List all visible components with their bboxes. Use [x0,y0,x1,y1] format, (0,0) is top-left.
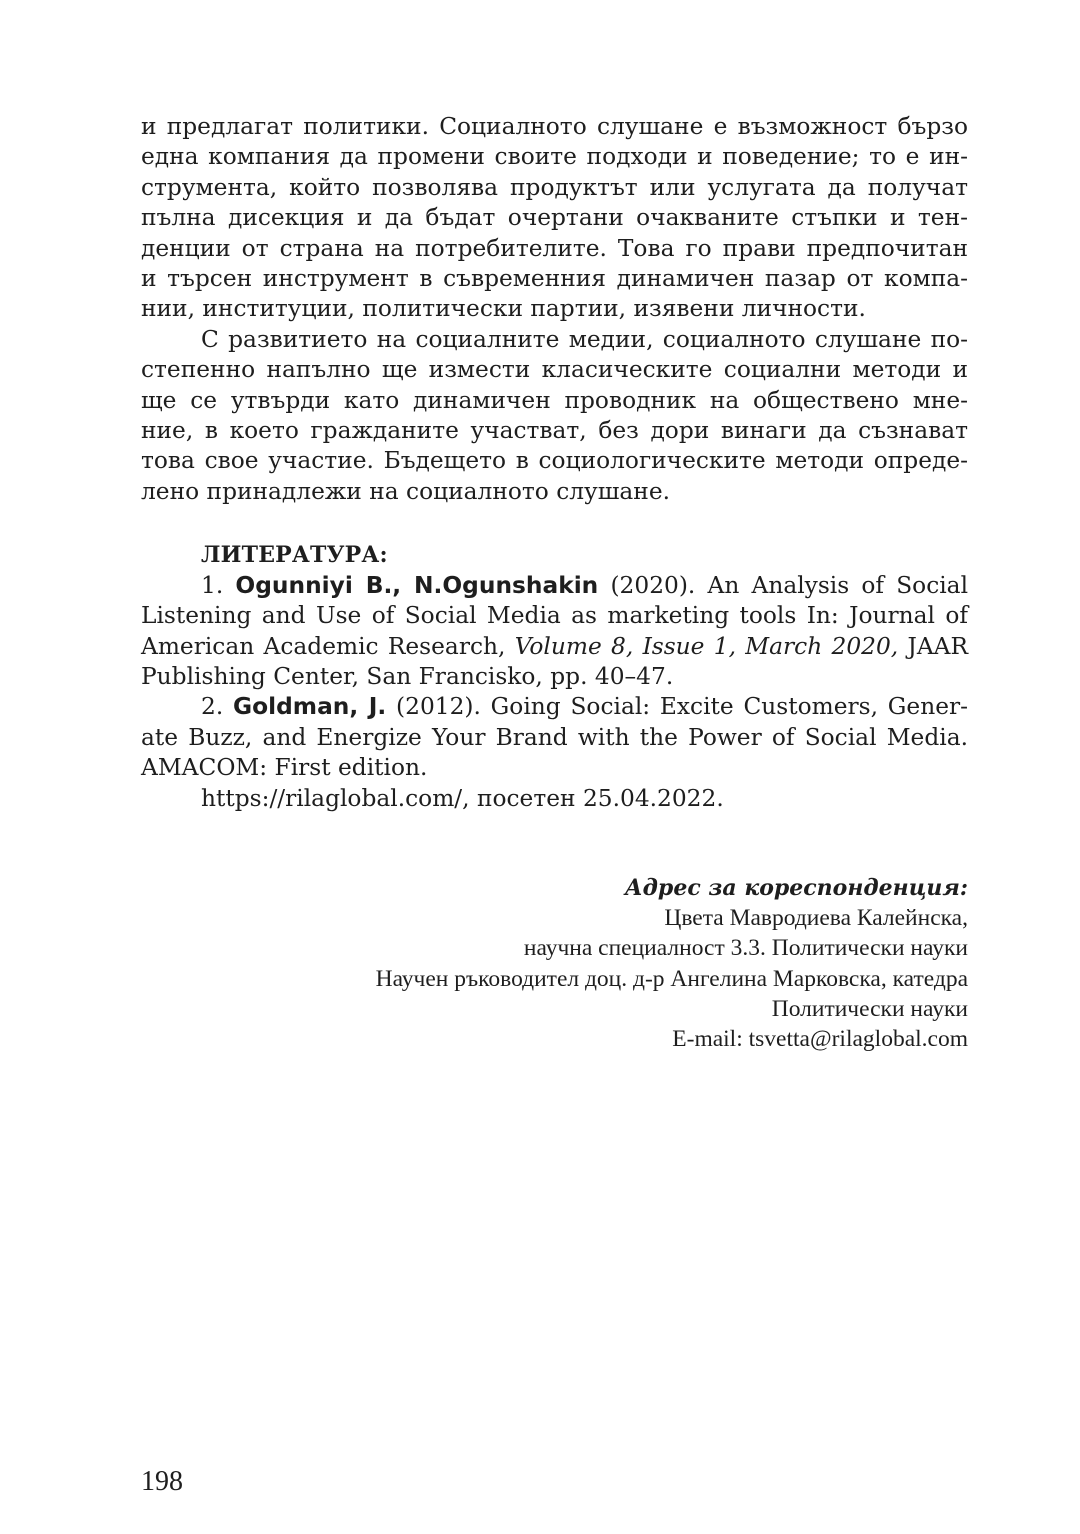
reference-2-line: ate Buzz, and Energize Your Brand with the Power of Social Media. [141,723,968,751]
paragraph-2-line: ще се утвърди като динамичен проводник на обществено мне- [141,386,968,414]
paragraph-1-line: пълна дисекция и да бъдат очертани очакваните стъпки и тен- [141,204,968,232]
paragraph-1-line: денции от страна на потребителите. Това го прави предпочитан [141,234,968,262]
address-line: Научен ръководител доц. д-р Ангелина Марковска, катедра [375,965,968,992]
reference-1-number: 1. [201,571,224,599]
reference-url: https://rilaglobal.com/, посетен 25.04.2022. [201,784,724,812]
address-line: Политически науки [771,995,968,1022]
paragraph-2-line: С развитието на социалните медии, социалното слушане по- [201,325,968,353]
reference-1-volume: Volume 8, Issue 1, March 2020, [514,632,899,660]
reference-2-line: AMACOM: First edition. [141,754,428,782]
literature-heading: ЛИТЕРАТУРА: [201,542,388,569]
paragraph-2-line: лено принадлежи на социалното слушане. [141,477,671,505]
reference-2-text: (2012). Going Social: Excite Customers, Gener- [396,693,969,721]
reference-1-publisher: JAAR [907,632,969,660]
paragraph-2-line: ние, в което гражданите участват, без дори винаги да съзнават [141,417,968,445]
page-number: 198 [141,1466,183,1497]
address-email: E-mail: tsvetta@rilaglobal.com [672,1026,968,1053]
paragraph-1 [141,112,968,325]
paragraph-2-line: степенно напълно ще измести класическите социални методи и [141,356,968,384]
paragraph-1-line: и търсен инструмент в съвременния динамичен пазар от компа- [141,265,968,293]
reference-1-text: (2020). An Analysis of Social [610,571,969,599]
paragraph-1-line: струмента, който позволява продуктът или услугата да получат [141,173,968,201]
paragraph-1-line: и предлагат политики. Социалното слушане е възможност бързо [141,113,968,140]
reference-2 [141,692,968,783]
reference-2-line [141,692,968,722]
reference-2-number: 2. [201,693,224,721]
reference-1-authors: Ogunniyi B., N.Ogunshakin [235,571,599,599]
correspondence-address [141,873,968,1054]
reference-2-authors: Goldman, J. [233,693,387,721]
paragraph-2-line: това свое участие. Бъдещето в социологическите методи опреде- [141,447,968,475]
address-title: Адрес за кореспонденция: [624,875,968,901]
reference-1-journal: American Academic Research, [141,632,506,660]
paragraph-1-line: една компания да промени своите подходи и поведение; то е ин- [141,143,968,171]
page-body [141,112,968,814]
address-line: научна специалност 3.3. Политически науки [523,935,968,962]
address-line: Цвета Мавродиева Калейнска, [664,905,968,932]
reference-1-line: Listening and Use of Social Media as marketing tools In: Journal of [141,602,968,630]
reference-1-line [141,632,968,662]
paragraph-1-line: нии, институции, политически партии, изявени личности. [141,295,866,323]
reference-1-line [141,571,968,601]
paragraph-2 [141,325,968,507]
reference-1-line: Publishing Center, San Francisko, pp. 40–47. [141,662,674,690]
reference-1 [141,571,968,693]
